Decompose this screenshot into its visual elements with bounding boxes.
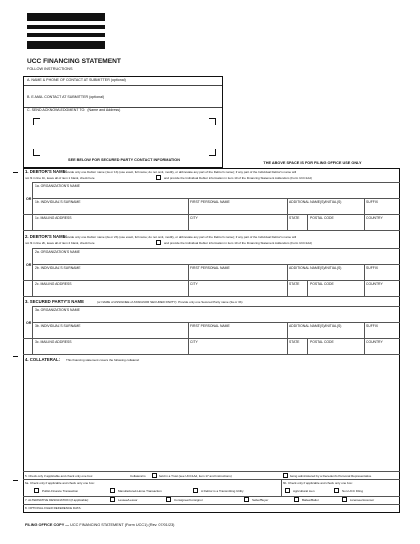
section-2-desc: Provide only one Debtor name (2a or 2b) (use exact, full name; do not omit, modify, or abbreviate any part of the Debtor's name); if any part of the Individual Debtor's name will xyxy=(64,235,297,239)
submitter-box xyxy=(23,76,223,168)
section-2-check-text: and provide the Individual Debtor information in item 10 of the Financing Statement Addendum (Form UCC1Ad) xyxy=(164,241,312,245)
section-8-label: 8. OPTIONAL FILER REFERENCE DATA: xyxy=(25,506,82,510)
collateral-text-area[interactable] xyxy=(24,364,399,470)
s1-postal-field[interactable]: POSTAL CODE xyxy=(310,216,334,220)
s3-or: OR xyxy=(26,321,32,325)
s2-v2 xyxy=(287,264,288,296)
s2-v1 xyxy=(188,264,189,296)
s6-opt3: A Debtor is a Transmitting Utility xyxy=(201,489,244,493)
s3-line-2 xyxy=(32,322,400,323)
section-2-checkbox[interactable] xyxy=(156,240,161,245)
header-bar-3 xyxy=(27,33,105,37)
s3-v2 xyxy=(287,322,288,354)
s3-surname-field[interactable]: 3b. INDIVIDUAL'S SURNAME xyxy=(35,324,81,328)
s1-v2 xyxy=(287,198,288,230)
s2-left-line xyxy=(32,248,33,296)
bracket-top-left xyxy=(33,118,40,125)
s1-bottom-line xyxy=(23,230,400,231)
margin-dash-3 xyxy=(13,480,18,481)
s1-first-name-field[interactable]: FIRST PERSONAL NAME xyxy=(190,200,230,204)
filer-reference-field[interactable] xyxy=(24,505,399,512)
section-1-checkbox[interactable] xyxy=(156,175,161,180)
s5-collateral-checkbox[interactable] xyxy=(152,473,157,478)
s6-non-ucc-checkbox[interactable] xyxy=(334,488,339,493)
s2-surname-field[interactable]: 2b. INDIVIDUAL'S SURNAME xyxy=(35,266,81,270)
form-footer: FILING OFFICE COPY — UCC FINANCING STATEMENT (Form UCC1) (Rev. 07/01/23) xyxy=(25,523,175,527)
s2-country-field[interactable]: COUNTRY xyxy=(366,282,383,286)
s1-v4 xyxy=(307,214,308,230)
s7-licensee-checkbox[interactable] xyxy=(342,497,347,502)
s7-bailee-checkbox[interactable] xyxy=(294,497,299,502)
s6-opt2: Manufactured-Home Transaction xyxy=(118,489,162,493)
s2-mailing-field[interactable]: 2c. MAILING ADDRESS xyxy=(35,282,72,286)
s5-decedent-checkbox[interactable] xyxy=(283,473,288,478)
s1-country-field[interactable]: COUNTRY xyxy=(366,216,383,220)
s6-public-finance-checkbox[interactable] xyxy=(34,488,39,493)
margin-dash-1 xyxy=(13,172,18,173)
s7-opt-lessee: Lessee/Lessor xyxy=(118,498,138,502)
submitter-name-phone-field[interactable]: A. NAME & PHONE OF CONTACT AT SUBMITTER (optional) xyxy=(24,77,222,86)
s2-org-name-field[interactable]: 2a. ORGANIZATION'S NAME xyxy=(35,250,80,254)
s1-mailing-field[interactable]: 1c. MAILING ADDRESS xyxy=(35,216,72,220)
form-subtitle: FOLLOW INSTRUCTIONS xyxy=(27,67,73,71)
section-4-desc: This financing statement covers the following collateral: xyxy=(66,358,140,362)
s3-v3 xyxy=(364,322,365,354)
bracket-bottom-left xyxy=(33,149,40,156)
s6-divider xyxy=(281,479,282,496)
form-title: UCC FINANCING STATEMENT xyxy=(27,58,121,65)
s7-seller-checkbox[interactable] xyxy=(244,497,249,502)
section-7-label: 7. ALTERNATIVE DESIGNATION (if applicable): xyxy=(25,498,90,502)
submitter-email-field[interactable]: B. E-MAIL CONTACT AT SUBMITTER (optional) xyxy=(24,85,222,108)
s3-first-name-field[interactable]: FIRST PERSONAL NAME xyxy=(190,324,230,328)
s1-v1 xyxy=(188,198,189,230)
s1-suffix-field[interactable]: SUFFIX xyxy=(366,200,379,204)
s1-v3 xyxy=(364,198,365,230)
s7-opt-licensee: Licensee/Licensor xyxy=(350,498,375,502)
s3-postal-field[interactable]: POSTAL CODE xyxy=(310,340,334,344)
section-3-desc: (or NAME of ASSIGNEE of ASSIGNOR SECURED PARTY): Provide only one Secured Party name (3a or 3b) xyxy=(97,300,243,304)
section-6b-label: 6b. Check only if applicable and check only one box: xyxy=(283,481,353,485)
s2-top-line xyxy=(32,248,400,249)
s2-additional-name-field[interactable]: ADDITIONAL NAME(S)/INITIAL(S) xyxy=(289,266,342,270)
header-bar-1 xyxy=(27,13,105,21)
s1-state-field[interactable]: STATE xyxy=(289,216,300,220)
s3-left-line xyxy=(32,306,33,354)
s3-top-line xyxy=(32,306,400,307)
s3-org-name-field[interactable]: 3a. ORGANIZATION'S NAME xyxy=(35,308,80,312)
secured-party-contact-note: SEE BELOW FOR SECURED PARTY CONTACT INFORMATION xyxy=(68,158,180,162)
s4-bottom-line xyxy=(23,471,400,472)
section-1-desc2: not fit in line 1b, leave all of item 1 blank, check here xyxy=(25,176,95,180)
s7-opt-consignee: Consignee/Consignor xyxy=(174,498,203,502)
s7-consignee-checkbox[interactable] xyxy=(166,497,171,502)
section-6a-label: 6a. Check only if applicable and check only one box: xyxy=(25,481,95,485)
s7-opt-bailee: Bailee/Bailor xyxy=(302,498,319,502)
s5-opt1: Collateral is xyxy=(130,474,146,478)
s6-agricultural-lien-checkbox[interactable] xyxy=(285,488,290,493)
section-1-title: 1. DEBTOR'S NAME: xyxy=(25,169,68,174)
s3-state-field[interactable]: STATE xyxy=(289,340,300,344)
s3-additional-name-field[interactable]: ADDITIONAL NAME(S)/INITIAL(S) xyxy=(289,324,342,328)
s1-line-2 xyxy=(32,198,400,199)
s2-postal-field[interactable]: POSTAL CODE xyxy=(310,282,334,286)
section-3-title: 3. SECURED PARTY'S NAME xyxy=(25,299,84,304)
s2-or: OR xyxy=(26,263,32,267)
s2-v3 xyxy=(364,264,365,296)
margin-dash-2 xyxy=(13,356,18,357)
s2-line-2 xyxy=(32,264,400,265)
s6-transmitting-utility-checkbox[interactable] xyxy=(193,488,198,493)
bracket-top-right xyxy=(209,118,216,125)
header-bar-2 xyxy=(27,25,105,29)
s1-line-3 xyxy=(23,214,400,215)
s2-first-name-field[interactable]: FIRST PERSONAL NAME xyxy=(190,266,230,270)
s1-or: OR xyxy=(26,197,32,201)
s3-v4 xyxy=(307,338,308,354)
acknowledgment-address-field[interactable] xyxy=(32,117,216,155)
section-2-title: 2. DEBTOR'S NAME: xyxy=(25,234,68,239)
s5-opt3: being administered by a Decedent's Personal Representative xyxy=(290,474,372,478)
section-1-check-text: and provide the Individual Debtor information in item 10 of the Financing Statement Addendum (Form UCC1Ad) xyxy=(164,176,312,180)
s1-surname-field[interactable]: 1b. INDIVIDUAL'S SURNAME xyxy=(35,200,81,204)
header-bar-4 xyxy=(27,41,105,49)
s1-city-field[interactable]: CITY xyxy=(190,216,198,220)
s6-opt5: Non-UCC Filing xyxy=(342,489,364,493)
s1-top-line xyxy=(32,182,400,183)
s3-line-3 xyxy=(23,338,400,339)
s2-state-field[interactable]: STATE xyxy=(289,282,300,286)
s2-suffix-field[interactable]: SUFFIX xyxy=(366,266,379,270)
s1-org-name-field[interactable]: 1a. ORGANIZATION'S NAME xyxy=(35,184,80,188)
bracket-bottom-right xyxy=(209,149,216,156)
s3-city-field[interactable]: CITY xyxy=(190,340,198,344)
s3-v1 xyxy=(188,322,189,354)
s6-manufactured-home-checkbox[interactable] xyxy=(110,488,115,493)
s2-v4 xyxy=(307,280,308,296)
filing-office-note: THE ABOVE SPACE IS FOR FILING OFFICE USE ONLY xyxy=(263,161,362,165)
s3-bottom-line xyxy=(23,354,400,355)
s1-additional-name-field[interactable]: ADDITIONAL NAME(S)/INITIAL(S) xyxy=(289,200,342,204)
section-1-desc: Provide only one Debtor name (1a or 1b) (use exact, full name; do not omit, modify, or abbreviate any part of the Debtor's name); if any part of the Individual Debtor's name will xyxy=(64,170,297,174)
s6-opt4: Agricultural Lien xyxy=(293,489,315,493)
section-5-label: 5. Check only if applicable and check only one box: xyxy=(25,474,94,478)
s1-left-line xyxy=(32,182,33,230)
s7-lessee-checkbox[interactable] xyxy=(110,497,115,502)
s2-line-3 xyxy=(23,280,400,281)
s5-bottom-line xyxy=(23,479,400,480)
s2-city-field[interactable]: CITY xyxy=(190,282,198,286)
s5-opt2: held in a Trust (see UCC1Ad, item 17 and Instructions) xyxy=(159,474,232,478)
s7-opt-seller: Seller/Buyer xyxy=(252,498,269,502)
s6-opt1: Public-Finance Transaction xyxy=(42,489,79,493)
s2-bottom-line xyxy=(23,296,400,297)
section-2-desc2: not fit in line 2b, leave all of item 2 blank, check here xyxy=(25,241,95,245)
s3-mailing-field[interactable]: 3c. MAILING ADDRESS xyxy=(35,340,72,344)
section-4-title: 4. COLLATERAL: xyxy=(25,357,61,362)
acknowledgment-header: C. SEND ACKNOWLEDGMENT TO: (Name and Address) xyxy=(27,108,121,112)
s3-suffix-field[interactable]: SUFFIX xyxy=(366,324,379,328)
s3-country-field[interactable]: COUNTRY xyxy=(366,340,383,344)
